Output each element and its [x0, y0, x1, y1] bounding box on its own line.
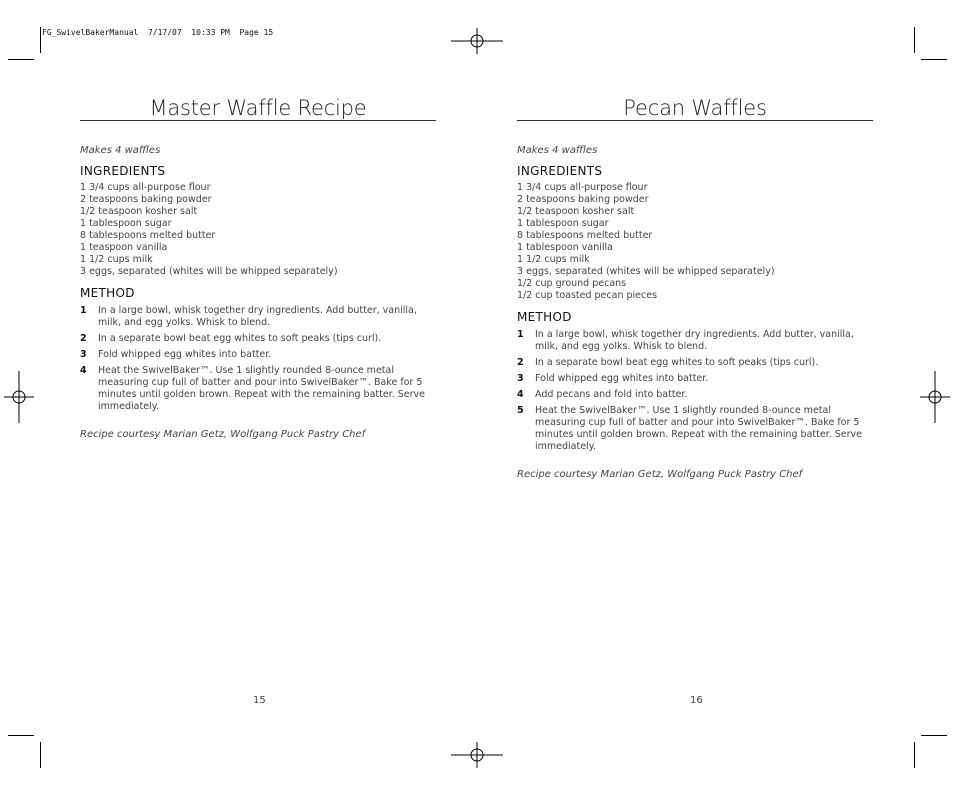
step-text: In a large bowl, whisk together dry ingredients. Add butter, vanilla, milk, and egg yolks. Whisk to blend.	[98, 305, 417, 328]
page-number: 15	[253, 695, 266, 706]
step-number: 2	[517, 357, 524, 368]
ingredient-item: 3 eggs, separated (whites will be whipped separately)	[80, 266, 338, 277]
method-step	[80, 365, 436, 413]
registration-mark-right-icon	[920, 371, 950, 423]
step-text: Fold whipped egg whites into batter.	[535, 373, 709, 384]
crop-mark-top-right-v	[914, 27, 915, 53]
step-number: 3	[80, 349, 87, 360]
recipe-yield: Makes 4 waffles	[517, 145, 598, 156]
recipe-title: Pecan Waffles	[517, 96, 873, 121]
method-step	[517, 329, 873, 353]
step-text: Add pecans and fold into batter.	[535, 389, 688, 400]
step-text: In a large bowl, whisk together dry ingredients. Add butter, vanilla, milk, and egg yolks. Whisk to blend.	[535, 329, 854, 352]
ingredient-item: 1 1/2 cups milk	[80, 254, 153, 265]
ingredients-heading: INGREDIENTS	[517, 164, 603, 178]
method-step	[517, 357, 873, 369]
recipe-credit: Recipe courtesy Marian Getz, Wolfgang Puck Pastry Chef	[517, 469, 803, 480]
ingredient-item: 1 tablespoon vanilla	[517, 242, 613, 253]
method-step	[517, 405, 873, 453]
ingredient-item: 2 teaspoons baking powder	[517, 194, 649, 205]
registration-mark-top-icon	[451, 28, 503, 54]
recipe-page-left	[80, 96, 436, 440]
ingredient-item: 8 tablespoons melted butter	[80, 230, 216, 241]
step-number: 1	[517, 329, 524, 340]
ingredients-heading: INGREDIENTS	[80, 164, 166, 178]
crop-mark-top-right-h	[921, 59, 947, 60]
crop-mark-bottom-right-h	[921, 735, 947, 736]
ingredient-item: 2 teaspoons baking powder	[80, 194, 212, 205]
method-step	[80, 333, 436, 345]
method-heading: METHOD	[80, 286, 135, 300]
print-slug: FG_SwivelBakerManual 7/17/07 10:33 PM Page 15	[42, 28, 274, 37]
ingredient-item: 1 tablespoon sugar	[517, 218, 609, 229]
method-heading: METHOD	[517, 310, 572, 324]
crop-mark-top-left-v	[40, 27, 41, 53]
method-step	[80, 349, 436, 361]
method-steps	[80, 305, 436, 413]
ingredient-item: 1/2 cup toasted pecan pieces	[517, 290, 658, 301]
method-step	[517, 373, 873, 385]
ingredient-item: 1 3/4 cups all-purpose flour	[517, 182, 648, 193]
ingredients-list	[517, 182, 873, 302]
method-step	[517, 389, 873, 401]
step-number: 3	[517, 373, 524, 384]
step-number: 1	[80, 305, 87, 316]
registration-mark-left-icon	[4, 371, 34, 423]
crop-mark-bottom-left-h	[8, 735, 34, 736]
crop-mark-top-left-h	[8, 59, 34, 60]
ingredient-item: 1/2 teaspoon kosher salt	[517, 206, 635, 217]
ingredient-item: 1 3/4 cups all-purpose flour	[80, 182, 211, 193]
crop-mark-bottom-right-v	[914, 742, 915, 768]
step-number: 4	[517, 389, 524, 400]
recipe-yield: Makes 4 waffles	[80, 145, 161, 156]
step-text: Heat the SwivelBaker™. Use 1 slightly rounded 8-ounce metal measuring cup full of batter and pour into SwivelBaker™. Bake for 5 minutes until golden brown. Repeat with the remaining batter. Serve immediately.	[98, 365, 426, 412]
ingredient-item: 1/2 cup ground pecans	[517, 278, 627, 289]
ingredients-list	[80, 182, 436, 278]
recipe-credit: Recipe courtesy Marian Getz, Wolfgang Puck Pastry Chef	[80, 429, 366, 440]
step-number: 5	[517, 405, 524, 416]
ingredient-item: 3 eggs, separated (whites will be whipped separately)	[517, 266, 775, 277]
ingredient-item: 1 teaspoon vanilla	[80, 242, 168, 253]
crop-mark-bottom-left-v	[40, 742, 41, 768]
step-number: 4	[80, 365, 87, 376]
step-text: In a separate bowl beat egg whites to soft peaks (tips curl).	[535, 357, 819, 368]
step-text: Fold whipped egg whites into batter.	[98, 349, 272, 360]
ingredient-item: 1/2 teaspoon kosher salt	[80, 206, 198, 217]
ingredient-item: 8 tablespoons melted butter	[517, 230, 653, 241]
recipe-page-right	[517, 96, 873, 480]
method-step	[80, 305, 436, 329]
step-text: In a separate bowl beat egg whites to soft peaks (tips curl).	[98, 333, 382, 344]
method-steps	[517, 329, 873, 453]
recipe-title: Master Waffle Recipe	[80, 96, 436, 121]
ingredient-item: 1 1/2 cups milk	[517, 254, 590, 265]
step-text: Heat the SwivelBaker™. Use 1 slightly rounded 8-ounce metal measuring cup full of batter and pour into SwivelBaker™. Bake for 5 minutes until golden brown. Repeat with the remaining batter. Serve immediately.	[535, 405, 863, 452]
ingredient-item: 1 tablespoon sugar	[80, 218, 172, 229]
page-number: 16	[690, 695, 703, 706]
registration-mark-bottom-icon	[451, 742, 503, 768]
step-number: 2	[80, 333, 87, 344]
